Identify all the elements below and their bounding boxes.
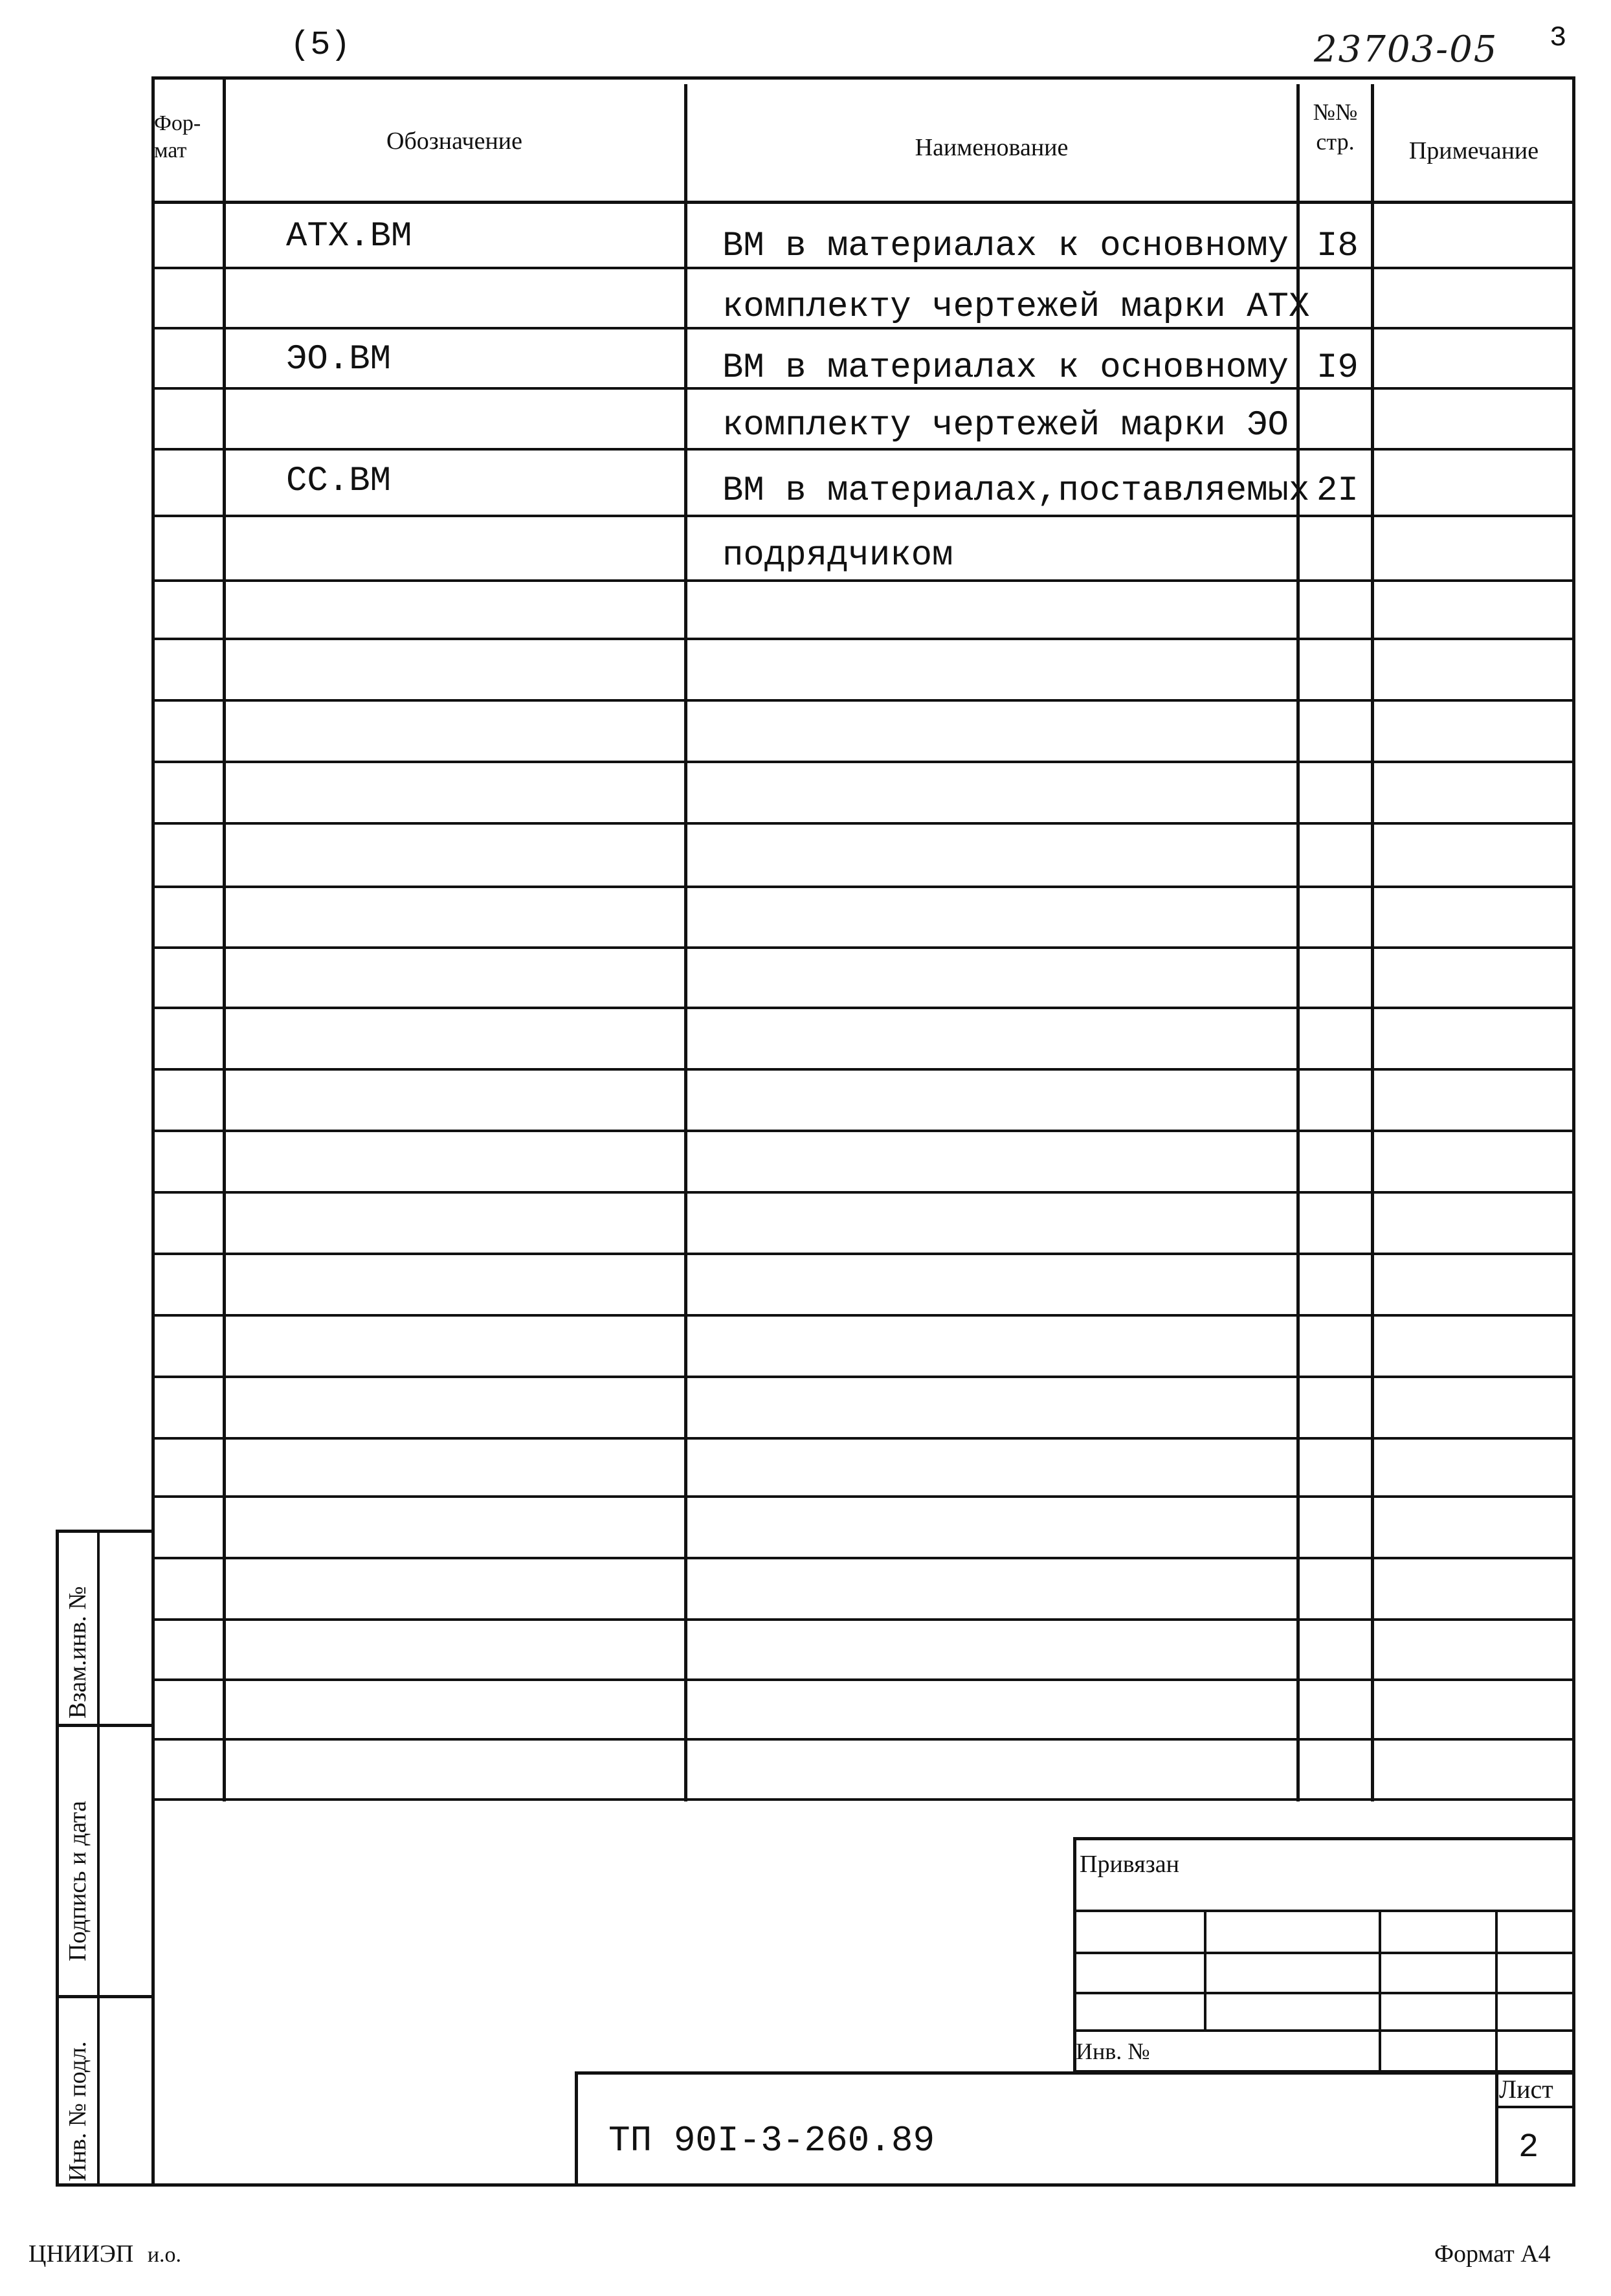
col-line-designation (684, 84, 687, 1801)
footer-format: Формат А4 (1434, 2240, 1551, 2268)
linked-col-3 (1495, 1910, 1498, 2073)
inv-no-label: Инв. № (1076, 2038, 1150, 2064)
linked-line-2 (1073, 1952, 1575, 1954)
linked-col-1 (1204, 1910, 1206, 2029)
footer-org (28, 2240, 181, 2268)
document-code: ТП 90I-3-260.89 (608, 2120, 935, 2161)
table-row-line (151, 1618, 1575, 1621)
sheet-number: 2 (1518, 2128, 1539, 2167)
sheet-col-line (1495, 2071, 1498, 2187)
copy-number: (5) (290, 26, 351, 64)
linked-line-4 (1073, 2029, 1575, 2032)
table-row-line (151, 1678, 1575, 1681)
col-line-name (1296, 84, 1300, 1801)
table-row-line (151, 1376, 1575, 1378)
table-row-line (151, 699, 1575, 702)
header-format (154, 110, 221, 164)
linked-line-3 (1073, 1992, 1575, 1994)
side-stamp-line-2 (56, 1995, 155, 1998)
row-3-name: ВМ в материалах к основному (722, 348, 1289, 388)
table-row-line (151, 1191, 1575, 1194)
header-divider (151, 201, 1575, 204)
row-6-name: подрядчиком (722, 536, 953, 575)
org-name: ЦНИИЭП (28, 2240, 134, 2268)
orig-inv-label: Инв. № подл. (64, 2041, 91, 2181)
table-row-line (151, 761, 1575, 763)
col-line-format (223, 76, 226, 1801)
table-row-line (151, 327, 1575, 329)
col-line-pages (1371, 84, 1374, 1801)
table-row-line (151, 822, 1575, 825)
table-row-line (151, 1495, 1575, 1498)
table-row-line (151, 638, 1575, 640)
table-row-line (151, 448, 1575, 451)
document-number: 23703-05 (1314, 28, 1498, 71)
table-row-line (151, 579, 1575, 582)
side-stamp-line-1 (56, 1724, 155, 1727)
header-designation: Обозначение (386, 128, 522, 155)
row-1-page: I8 (1317, 227, 1359, 266)
row-5-page: 2I (1317, 471, 1359, 511)
table-row-line (151, 1798, 1575, 1801)
table-row-line (151, 946, 1575, 949)
table-row-line (151, 267, 1575, 269)
page-number: 3 (1550, 22, 1567, 54)
row-1-designation: АТХ.ВМ (286, 217, 412, 256)
table-row-line (151, 1314, 1575, 1317)
table-row-line (151, 1557, 1575, 1559)
linked-label: Привязан (1080, 1851, 1179, 1878)
linked-line-1 (1073, 1910, 1575, 1912)
row-2-name: комплекту чертежей марки АТХ (722, 287, 1310, 327)
row-3-designation: ЭО.ВМ (286, 340, 392, 379)
header-format-label: Фор- мат (154, 111, 201, 162)
row-4-name: комплекту чертежей марки ЭО (722, 406, 1289, 445)
table-row-line (151, 1068, 1575, 1071)
header-name: Наименование (915, 134, 1069, 161)
table-row-line (151, 515, 1575, 517)
header-note: Примечание (1408, 137, 1539, 164)
linked-col-2 (1379, 1910, 1381, 2073)
row-3-page: I9 (1317, 348, 1359, 388)
table-row-line (151, 886, 1575, 888)
replace-inv-label: Взам.инв. № (64, 1586, 91, 1719)
table-row-line (151, 1253, 1575, 1255)
sheet-label: Лист (1499, 2075, 1553, 2104)
header-pages-label: №№ стр. (1313, 99, 1358, 155)
row-1-name: ВМ в материалах к основному (722, 227, 1289, 266)
table-row-line (151, 1007, 1575, 1009)
table-row-line (151, 1738, 1575, 1741)
sheet-divider (1495, 2106, 1575, 2108)
row-5-name: ВМ в материалах,поставляемых (722, 471, 1310, 511)
row-5-designation: СС.ВМ (286, 462, 392, 501)
side-stamp-divider (97, 1530, 100, 2187)
header-pages (1300, 97, 1371, 157)
org-suffix: и.о. (147, 2243, 182, 2267)
signature-date-label: Подпись и дата (64, 1800, 91, 1961)
table-row-line (151, 1130, 1575, 1132)
table-row-line (151, 1437, 1575, 1440)
